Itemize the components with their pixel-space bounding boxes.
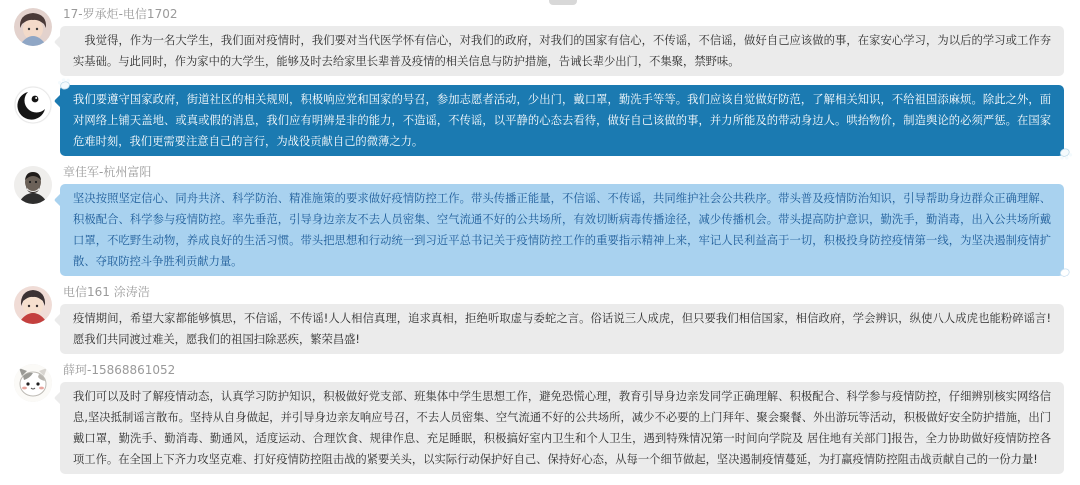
message-content <box>60 363 1064 474</box>
message-row <box>14 85 1064 156</box>
message-row <box>14 165 1064 276</box>
bubble-tail <box>54 94 68 108</box>
anime-boy-avatar-image <box>14 8 52 46</box>
paw-selection-handle-icon <box>56 75 74 91</box>
bubble-tail <box>54 193 68 207</box>
paw-selection-handle-icon <box>1056 146 1075 163</box>
bubble-tail <box>54 391 68 405</box>
message-bubble[interactable] <box>60 26 1064 76</box>
bubble-tail <box>54 35 68 49</box>
cat-avatar[interactable] <box>14 364 52 402</box>
message-text: 我们可以及时了解疫情动态，认真学习防护知识，积极做好党支部、班集体中学生思想工作，避免恐慌心理，教育引导身边亲发同学正确理解、积极配合、科学参与疫情防控，仔细辨别核实网络信息,坚决抵制谣言散布。坚持从自身做起，并引导身边亲友响应号召，不去人员密集、空气流通不好的公共场所，减少不必要的上门拜年、聚会聚餐、外出游玩等活动，积极做好安全防护措施，出门戴口罩，勤洗手、勤消毒、勤通风，适度运动、合理饮食、规律作息、充足睡眠，积极搞好室内卫生和个人卫生，遇到特殊情况第一时间向学院及 居住地有关部门]报告，全力协助做好疫情防控各项工作。在全国上下齐力攻坚克难、打好疫情防控阻击战的紧要关头，以实际行动保护好自己、保持好心态，从每一个细节做起，坚决遏制疫情蔓延，为打赢疫情防控阻击战贡献自己的一份力量! <box>73 390 1051 466</box>
username-label: 17-罗承炬-电信1702 <box>63 7 178 21</box>
anime-red-boy-avatar-image <box>14 286 52 324</box>
paw-selection-handle-icon <box>1056 266 1075 283</box>
highlighted-message-bubble[interactable] <box>60 184 1064 276</box>
message-row <box>14 363 1064 474</box>
message-content <box>60 85 1064 156</box>
username-label: 章佳军-杭州富阳 <box>63 165 152 179</box>
anime-red-boy-avatar[interactable] <box>14 286 52 324</box>
moon-logo-avatar-image <box>14 86 52 124</box>
bubble-tail <box>54 313 68 327</box>
bearded-man-avatar[interactable] <box>14 166 52 204</box>
message-bubble[interactable] <box>60 304 1064 354</box>
highlighted-message-bubble[interactable] <box>60 85 1064 156</box>
message-bubble[interactable] <box>60 382 1064 474</box>
message-row <box>14 285 1064 354</box>
message-text: 我觉得，作为一名大学生，我们面对疫情时，我们要对当代医学怀有信心，对我们的政府，对我们的国家有信心，不传谣，不信谣，做好自己应该做的事，在家安心学习，为以后的学习或工作夯实基础。与此同时，作为家中的大学生，能够及时去给家里长辈普及疫情的相关信息与防护措施，告诫长辈少出门，不集聚，禁野味。 <box>73 34 1051 68</box>
message-text: 我们要遵守国家政府，街道社区的相关规则，积极响应党和国家的号召，参加志愿者活动，少出门，戴口罩，勤洗手等等。我们应该自觉做好防范，了解相关知识，不给祖国添麻烦。除此之外，面对网络上铺天盖地、或真或假的消息，我们应有明辨是非的能力，不造谣，不传谣，以平静的心态去看待，做好自己该做的事，并力所能及的带动身边人。哄抬物价，制造舆论的必须严惩。在国家危难时刻，我们更需要注意自己的言行，为战役贡献自己的微薄之力。 <box>73 93 1051 148</box>
bearded-man-avatar-image <box>14 166 52 204</box>
message-content <box>60 165 1064 276</box>
username-label: 电信161 涂涛浩 <box>63 285 150 299</box>
message-text: 疫情期间，希望大家都能够慎思，不信谣，不传谣!人人相信真理，追求真相，拒绝听取虚与委蛇之言。俗话说三人成虎，但只要我们相信国家，相信政府，学会辨识，纵使八人成虎也能粉碎谣言!愿我们共同渡过难关，愿我们的祖国扫除恶疾，繁荣昌盛! <box>73 312 1051 346</box>
cat-avatar-image <box>14 364 52 402</box>
message-text: 坚决按照坚定信心、同舟共济、科学防治、精准施策的要求做好疫情防控工作。带头传播正能量，不信谣、不传谣，共同维护社会公共秩序。带头普及疫情防治知识，引导帮助身边群众正确理解、积极配合、科学参与疫情防控。率先垂范，引导身边亲友不去人员密集、空气流通不好的公共场所，有效切断病毒传播途径，减少传播机会。带头提高防护意识，勤洗手，勤消毒，出入公共场所戴口罩，不吃野生动物，养成良好的生活习惯。带头把思想和行动统一到习近平总书记关于疫情防控工作的重要指示精神上来，牢记人民利益高于一切，积极投身防控疫情第一线，为坚决遏制疫情扩散、夺取防控斗争胜利贡献力量。 <box>73 192 1051 268</box>
moon-logo-avatar[interactable] <box>14 86 52 124</box>
username-label: 薛珂-15868861052 <box>63 363 176 377</box>
clipped-bubble-edge <box>549 0 577 5</box>
message-content <box>60 7 1064 76</box>
message-content <box>60 285 1064 354</box>
anime-boy-avatar[interactable] <box>14 8 52 46</box>
message-row <box>14 7 1064 76</box>
